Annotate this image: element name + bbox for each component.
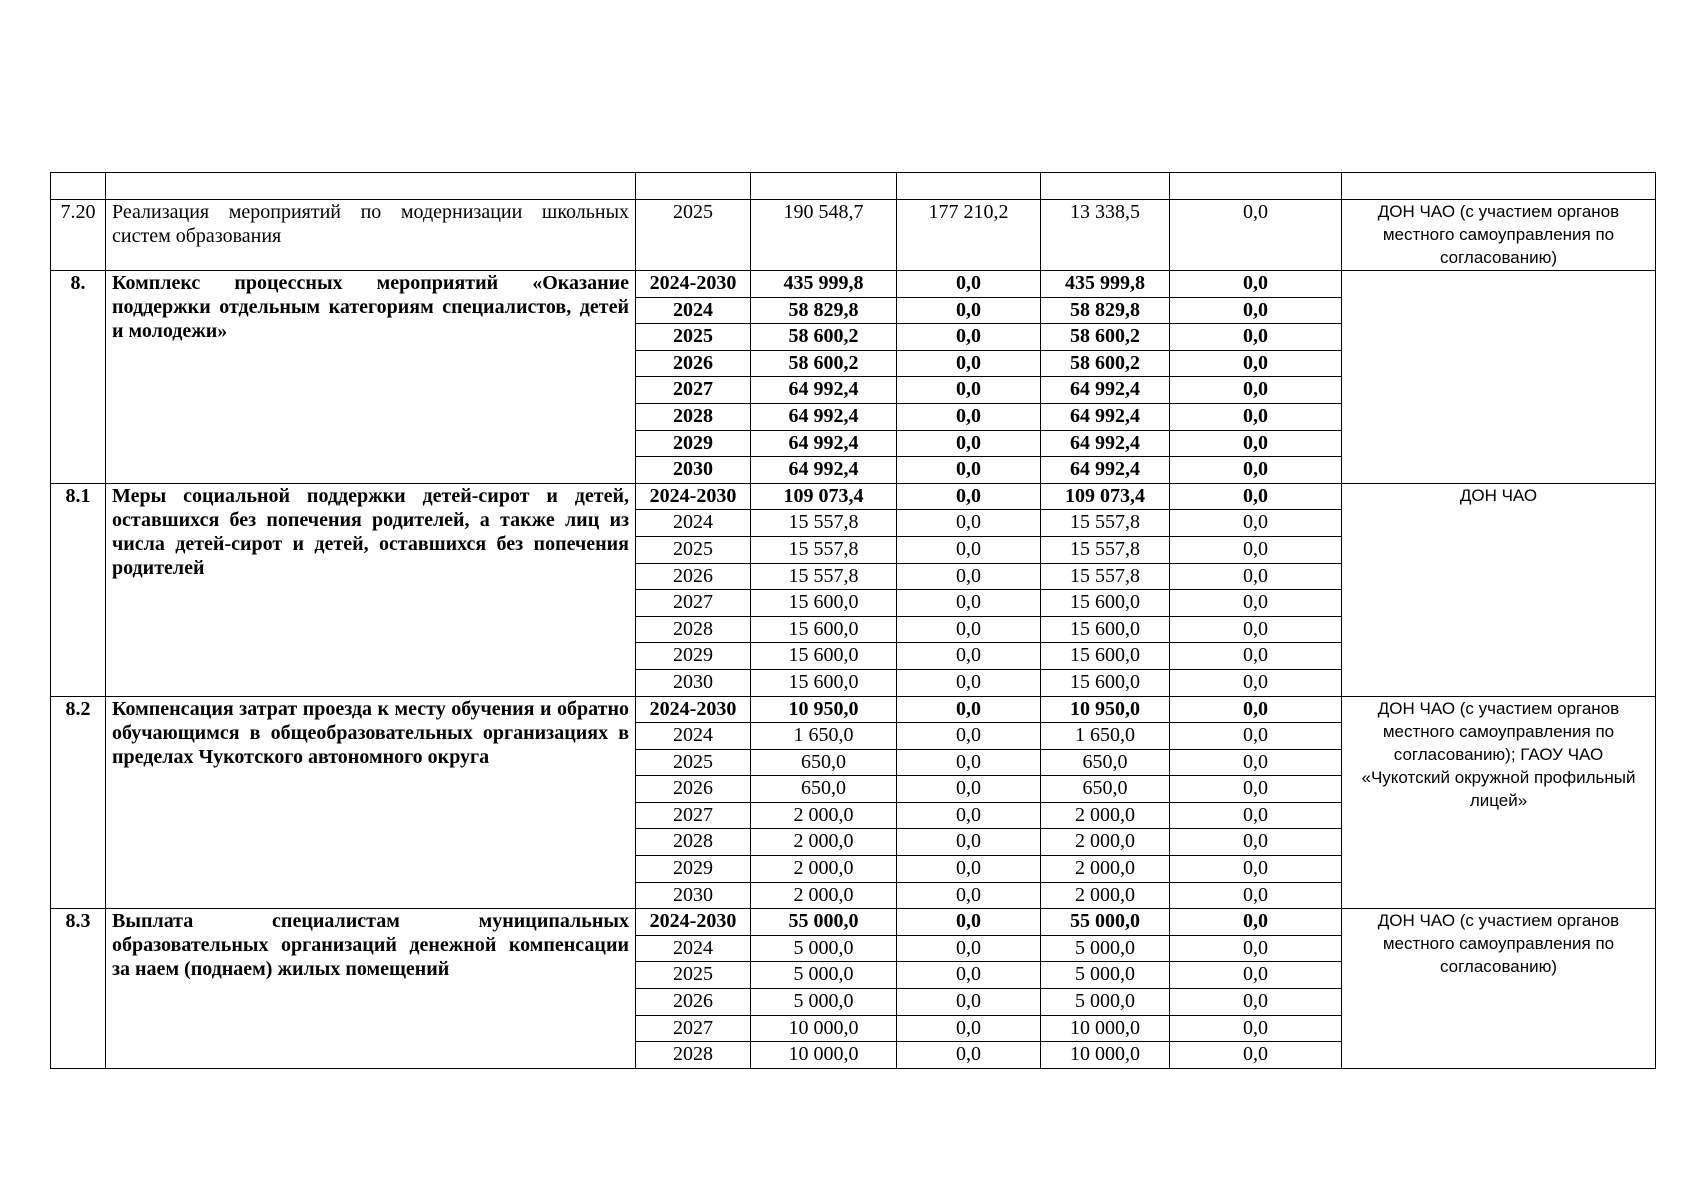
total-cell: 109 073,4 (751, 483, 897, 510)
year-cell: 2028 (636, 403, 751, 430)
row-number: 8.2 (51, 696, 106, 909)
row-number: 8. (51, 271, 106, 484)
federal-cell: 0,0 (897, 643, 1041, 670)
year-cell: 2027 (636, 802, 751, 829)
federal-cell: 0,0 (897, 403, 1041, 430)
total-cell: 5 000,0 (751, 935, 897, 962)
other-cell: 0,0 (1170, 403, 1342, 430)
federal-cell: 0,0 (897, 1015, 1041, 1042)
other-cell: 0,0 (1170, 829, 1342, 856)
header-cell (897, 173, 1041, 200)
year-cell: 2029 (636, 856, 751, 883)
federal-cell: 0,0 (897, 802, 1041, 829)
measure-name: Комплекс процессных мероприятий «Оказание поддержки отдельным категориям специалистов, детей и молодежи» (106, 271, 636, 484)
total-cell: 15 600,0 (751, 643, 897, 670)
total-cell: 15 600,0 (751, 669, 897, 696)
regional-cell: 64 992,4 (1041, 403, 1170, 430)
federal-cell: 0,0 (897, 271, 1041, 298)
year-cell: 2029 (636, 430, 751, 457)
row-number: 8.3 (51, 909, 106, 1069)
header-row (51, 173, 1656, 200)
regional-cell: 15 600,0 (1041, 643, 1170, 670)
federal-cell: 0,0 (897, 776, 1041, 803)
total-cell: 435 999,8 (751, 271, 897, 298)
year-cell: 2024-2030 (636, 271, 751, 298)
regional-cell: 15 600,0 (1041, 669, 1170, 696)
other-cell: 0,0 (1170, 802, 1342, 829)
federal-cell: 0,0 (897, 510, 1041, 537)
table-row (51, 909, 1656, 936)
total-cell: 15 600,0 (751, 590, 897, 617)
year-cell: 2030 (636, 457, 751, 484)
total-cell: 15 600,0 (751, 616, 897, 643)
total-cell: 15 557,8 (751, 536, 897, 563)
header-cell (636, 173, 751, 200)
total-cell: 5 000,0 (751, 962, 897, 989)
year-cell: 2026 (636, 563, 751, 590)
other-cell: 0,0 (1170, 669, 1342, 696)
total-cell: 10 950,0 (751, 696, 897, 723)
total-cell: 64 992,4 (751, 457, 897, 484)
measure-name: Выплата специалистам муниципальных образовательных организаций денежной компенсации за наем (поднаем) жилых помещений (106, 909, 636, 1069)
measure-name: Меры социальной поддержки детей-сирот и детей, оставшихся без попечения родителей, а также лиц из числа детей-сирот и детей, оставшихся без попечения родителей (106, 483, 636, 696)
other-cell: 0,0 (1170, 324, 1342, 351)
row-number: 8.1 (51, 483, 106, 696)
total-cell: 1 650,0 (751, 723, 897, 750)
year-cell: 2029 (636, 643, 751, 670)
table-row (51, 271, 1656, 298)
year-cell: 2025 (636, 962, 751, 989)
total-cell: 2 000,0 (751, 829, 897, 856)
year-cell: 2024 (636, 297, 751, 324)
total-cell: 15 557,8 (751, 563, 897, 590)
regional-cell: 5 000,0 (1041, 989, 1170, 1016)
year-cell: 2028 (636, 616, 751, 643)
table-row (51, 483, 1656, 510)
federal-cell: 0,0 (897, 989, 1041, 1016)
other-cell: 0,0 (1170, 909, 1342, 936)
regional-cell: 15 600,0 (1041, 590, 1170, 617)
total-cell: 10 000,0 (751, 1015, 897, 1042)
regional-cell: 64 992,4 (1041, 457, 1170, 484)
regional-cell: 58 600,2 (1041, 350, 1170, 377)
federal-cell: 0,0 (897, 350, 1041, 377)
regional-cell: 15 600,0 (1041, 616, 1170, 643)
regional-cell: 2 000,0 (1041, 856, 1170, 883)
total-cell: 64 992,4 (751, 377, 897, 404)
year-cell: 2027 (636, 1015, 751, 1042)
year-cell: 2024-2030 (636, 909, 751, 936)
other-cell: 0,0 (1170, 749, 1342, 776)
total-cell: 2 000,0 (751, 882, 897, 909)
total-cell: 58 600,2 (751, 324, 897, 351)
year-cell: 2024 (636, 510, 751, 537)
regional-cell: 15 557,8 (1041, 563, 1170, 590)
federal-cell: 0,0 (897, 909, 1041, 936)
other-cell: 0,0 (1170, 882, 1342, 909)
year-cell: 2024 (636, 723, 751, 750)
year-cell: 2030 (636, 669, 751, 696)
year-cell: 2027 (636, 590, 751, 617)
other-cell: 0,0 (1170, 935, 1342, 962)
federal-cell: 0,0 (897, 616, 1041, 643)
federal-cell: 0,0 (897, 749, 1041, 776)
total-cell: 58 600,2 (751, 350, 897, 377)
year-cell: 2027 (636, 377, 751, 404)
federal-cell: 0,0 (897, 723, 1041, 750)
federal-cell: 0,0 (897, 882, 1041, 909)
other-cell: 0,0 (1170, 563, 1342, 590)
regional-cell: 15 557,8 (1041, 536, 1170, 563)
measure-name: Компенсация затрат проезда к месту обучения и обратно обучающимся в общеобразовательных организациях в пределах Чукотского автономного округа (106, 696, 636, 909)
other-cell: 0,0 (1170, 1015, 1342, 1042)
other-cell: 0,0 (1170, 297, 1342, 324)
federal-cell: 0,0 (897, 935, 1041, 962)
regional-cell: 1 650,0 (1041, 723, 1170, 750)
regional-cell: 650,0 (1041, 776, 1170, 803)
federal-cell: 0,0 (897, 856, 1041, 883)
federal-cell: 0,0 (897, 696, 1041, 723)
regional-cell: 5 000,0 (1041, 935, 1170, 962)
federal-cell: 0,0 (897, 457, 1041, 484)
other-cell: 0,0 (1170, 696, 1342, 723)
federal-cell: 0,0 (897, 669, 1041, 696)
regional-cell: 64 992,4 (1041, 377, 1170, 404)
other-cell: 0,0 (1170, 377, 1342, 404)
regional-cell: 109 073,4 (1041, 483, 1170, 510)
other-cell: 0,0 (1170, 457, 1342, 484)
header-cell (1041, 173, 1170, 200)
year-cell: 2025 (636, 200, 751, 271)
total-cell: 190 548,7 (751, 200, 897, 271)
row-number: 7.20 (51, 200, 106, 271)
other-cell: 0,0 (1170, 430, 1342, 457)
federal-cell: 0,0 (897, 377, 1041, 404)
regional-cell: 55 000,0 (1041, 909, 1170, 936)
total-cell: 55 000,0 (751, 909, 897, 936)
measure-name: Реализация мероприятий по модернизации школьных систем образования (106, 200, 636, 271)
federal-cell: 0,0 (897, 590, 1041, 617)
other-cell: 0,0 (1170, 536, 1342, 563)
federal-cell: 0,0 (897, 324, 1041, 351)
year-cell: 2026 (636, 989, 751, 1016)
total-cell: 2 000,0 (751, 856, 897, 883)
table-row (51, 696, 1656, 723)
total-cell: 64 992,4 (751, 403, 897, 430)
other-cell: 0,0 (1170, 271, 1342, 298)
year-cell: 2028 (636, 829, 751, 856)
executor-cell: ДОН ЧАО (с участием органов местного самоуправления по согласованию); ГАОУ ЧАО «Чукотский окружной профильный лицей» (1342, 696, 1656, 909)
regional-cell: 13 338,5 (1041, 200, 1170, 271)
regional-cell: 10 000,0 (1041, 1042, 1170, 1069)
regional-cell: 650,0 (1041, 749, 1170, 776)
regional-cell: 15 557,8 (1041, 510, 1170, 537)
header-cell (1170, 173, 1342, 200)
regional-cell: 10 000,0 (1041, 1015, 1170, 1042)
table-body (51, 173, 1656, 1069)
regional-cell: 10 950,0 (1041, 696, 1170, 723)
regional-cell: 2 000,0 (1041, 829, 1170, 856)
federal-cell: 0,0 (897, 536, 1041, 563)
total-cell: 64 992,4 (751, 430, 897, 457)
year-cell: 2024 (636, 935, 751, 962)
year-cell: 2025 (636, 324, 751, 351)
other-cell: 0,0 (1170, 483, 1342, 510)
regional-cell: 5 000,0 (1041, 962, 1170, 989)
other-cell: 0,0 (1170, 510, 1342, 537)
year-cell: 2025 (636, 749, 751, 776)
executor-cell: ДОН ЧАО (с участием органов местного самоуправления по согласованию) (1342, 909, 1656, 1069)
total-cell: 58 829,8 (751, 297, 897, 324)
year-cell: 2028 (636, 1042, 751, 1069)
other-cell: 0,0 (1170, 723, 1342, 750)
regional-cell: 64 992,4 (1041, 430, 1170, 457)
other-cell: 0,0 (1170, 590, 1342, 617)
federal-cell: 0,0 (897, 829, 1041, 856)
program-table (50, 172, 1656, 1069)
federal-cell: 0,0 (897, 297, 1041, 324)
other-cell: 0,0 (1170, 643, 1342, 670)
regional-cell: 2 000,0 (1041, 882, 1170, 909)
executor-cell: ДОН ЧАО (с участием органов местного самоуправления по согласованию) (1342, 200, 1656, 271)
other-cell: 0,0 (1170, 1042, 1342, 1069)
total-cell: 15 557,8 (751, 510, 897, 537)
year-cell: 2025 (636, 536, 751, 563)
federal-cell: 0,0 (897, 962, 1041, 989)
year-cell: 2024-2030 (636, 696, 751, 723)
federal-cell: 177 210,2 (897, 200, 1041, 271)
executor-cell (1342, 271, 1656, 484)
regional-cell: 435 999,8 (1041, 271, 1170, 298)
year-cell: 2024-2030 (636, 483, 751, 510)
federal-cell: 0,0 (897, 563, 1041, 590)
executor-cell: ДОН ЧАО (1342, 483, 1656, 696)
regional-cell: 2 000,0 (1041, 802, 1170, 829)
header-cell (751, 173, 897, 200)
federal-cell: 0,0 (897, 483, 1041, 510)
other-cell: 0,0 (1170, 776, 1342, 803)
other-cell: 0,0 (1170, 962, 1342, 989)
total-cell: 650,0 (751, 749, 897, 776)
regional-cell: 58 600,2 (1041, 324, 1170, 351)
federal-cell: 0,0 (897, 1042, 1041, 1069)
year-cell: 2026 (636, 350, 751, 377)
header-cell (106, 173, 636, 200)
other-cell: 0,0 (1170, 350, 1342, 377)
total-cell: 650,0 (751, 776, 897, 803)
year-cell: 2030 (636, 882, 751, 909)
regional-cell: 58 829,8 (1041, 297, 1170, 324)
table-row (51, 200, 1656, 271)
other-cell: 0,0 (1170, 856, 1342, 883)
federal-cell: 0,0 (897, 430, 1041, 457)
total-cell: 10 000,0 (751, 1042, 897, 1069)
other-cell: 0,0 (1170, 616, 1342, 643)
other-cell: 0,0 (1170, 989, 1342, 1016)
other-cell: 0,0 (1170, 200, 1342, 271)
year-cell: 2026 (636, 776, 751, 803)
header-cell (51, 173, 106, 200)
total-cell: 2 000,0 (751, 802, 897, 829)
total-cell: 5 000,0 (751, 989, 897, 1016)
header-cell (1342, 173, 1656, 200)
